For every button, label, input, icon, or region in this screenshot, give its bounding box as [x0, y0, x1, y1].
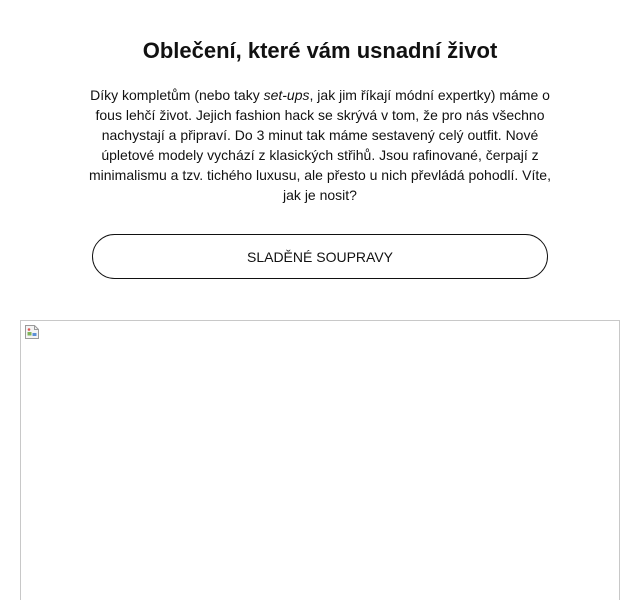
matching-sets-button[interactable]	[92, 234, 548, 279]
matching-sets-button-label: SLADĚNÉ SOUPRAVY	[246, 248, 393, 265]
article-image[interactable]	[20, 320, 620, 600]
intro-text-start: Díky kompletům (nebo taky	[90, 87, 264, 103]
intro-text-emphasis: set-ups	[263, 87, 310, 103]
broken-image-icon	[24, 324, 40, 340]
intro-paragraph	[80, 85, 560, 205]
intro-text-end: , jak jim říkají módní expertky) máme o fous lehčí život. Jejich fashion hack se skrývá v tom, že pro nás všechno nachystají a připraví. Do 3 minut tak máme sestavený celý outfit. Nové úpletové modely vychází z klasických střihů. Jsou rafinované, čerpají z minimalismu a tzv. tichého luxusu, ale přesto u nich převládá pohodlí. Víte, jak je nosit?	[89, 87, 551, 203]
section-title: Oblečení, které vám usnadní život	[142, 38, 498, 63]
